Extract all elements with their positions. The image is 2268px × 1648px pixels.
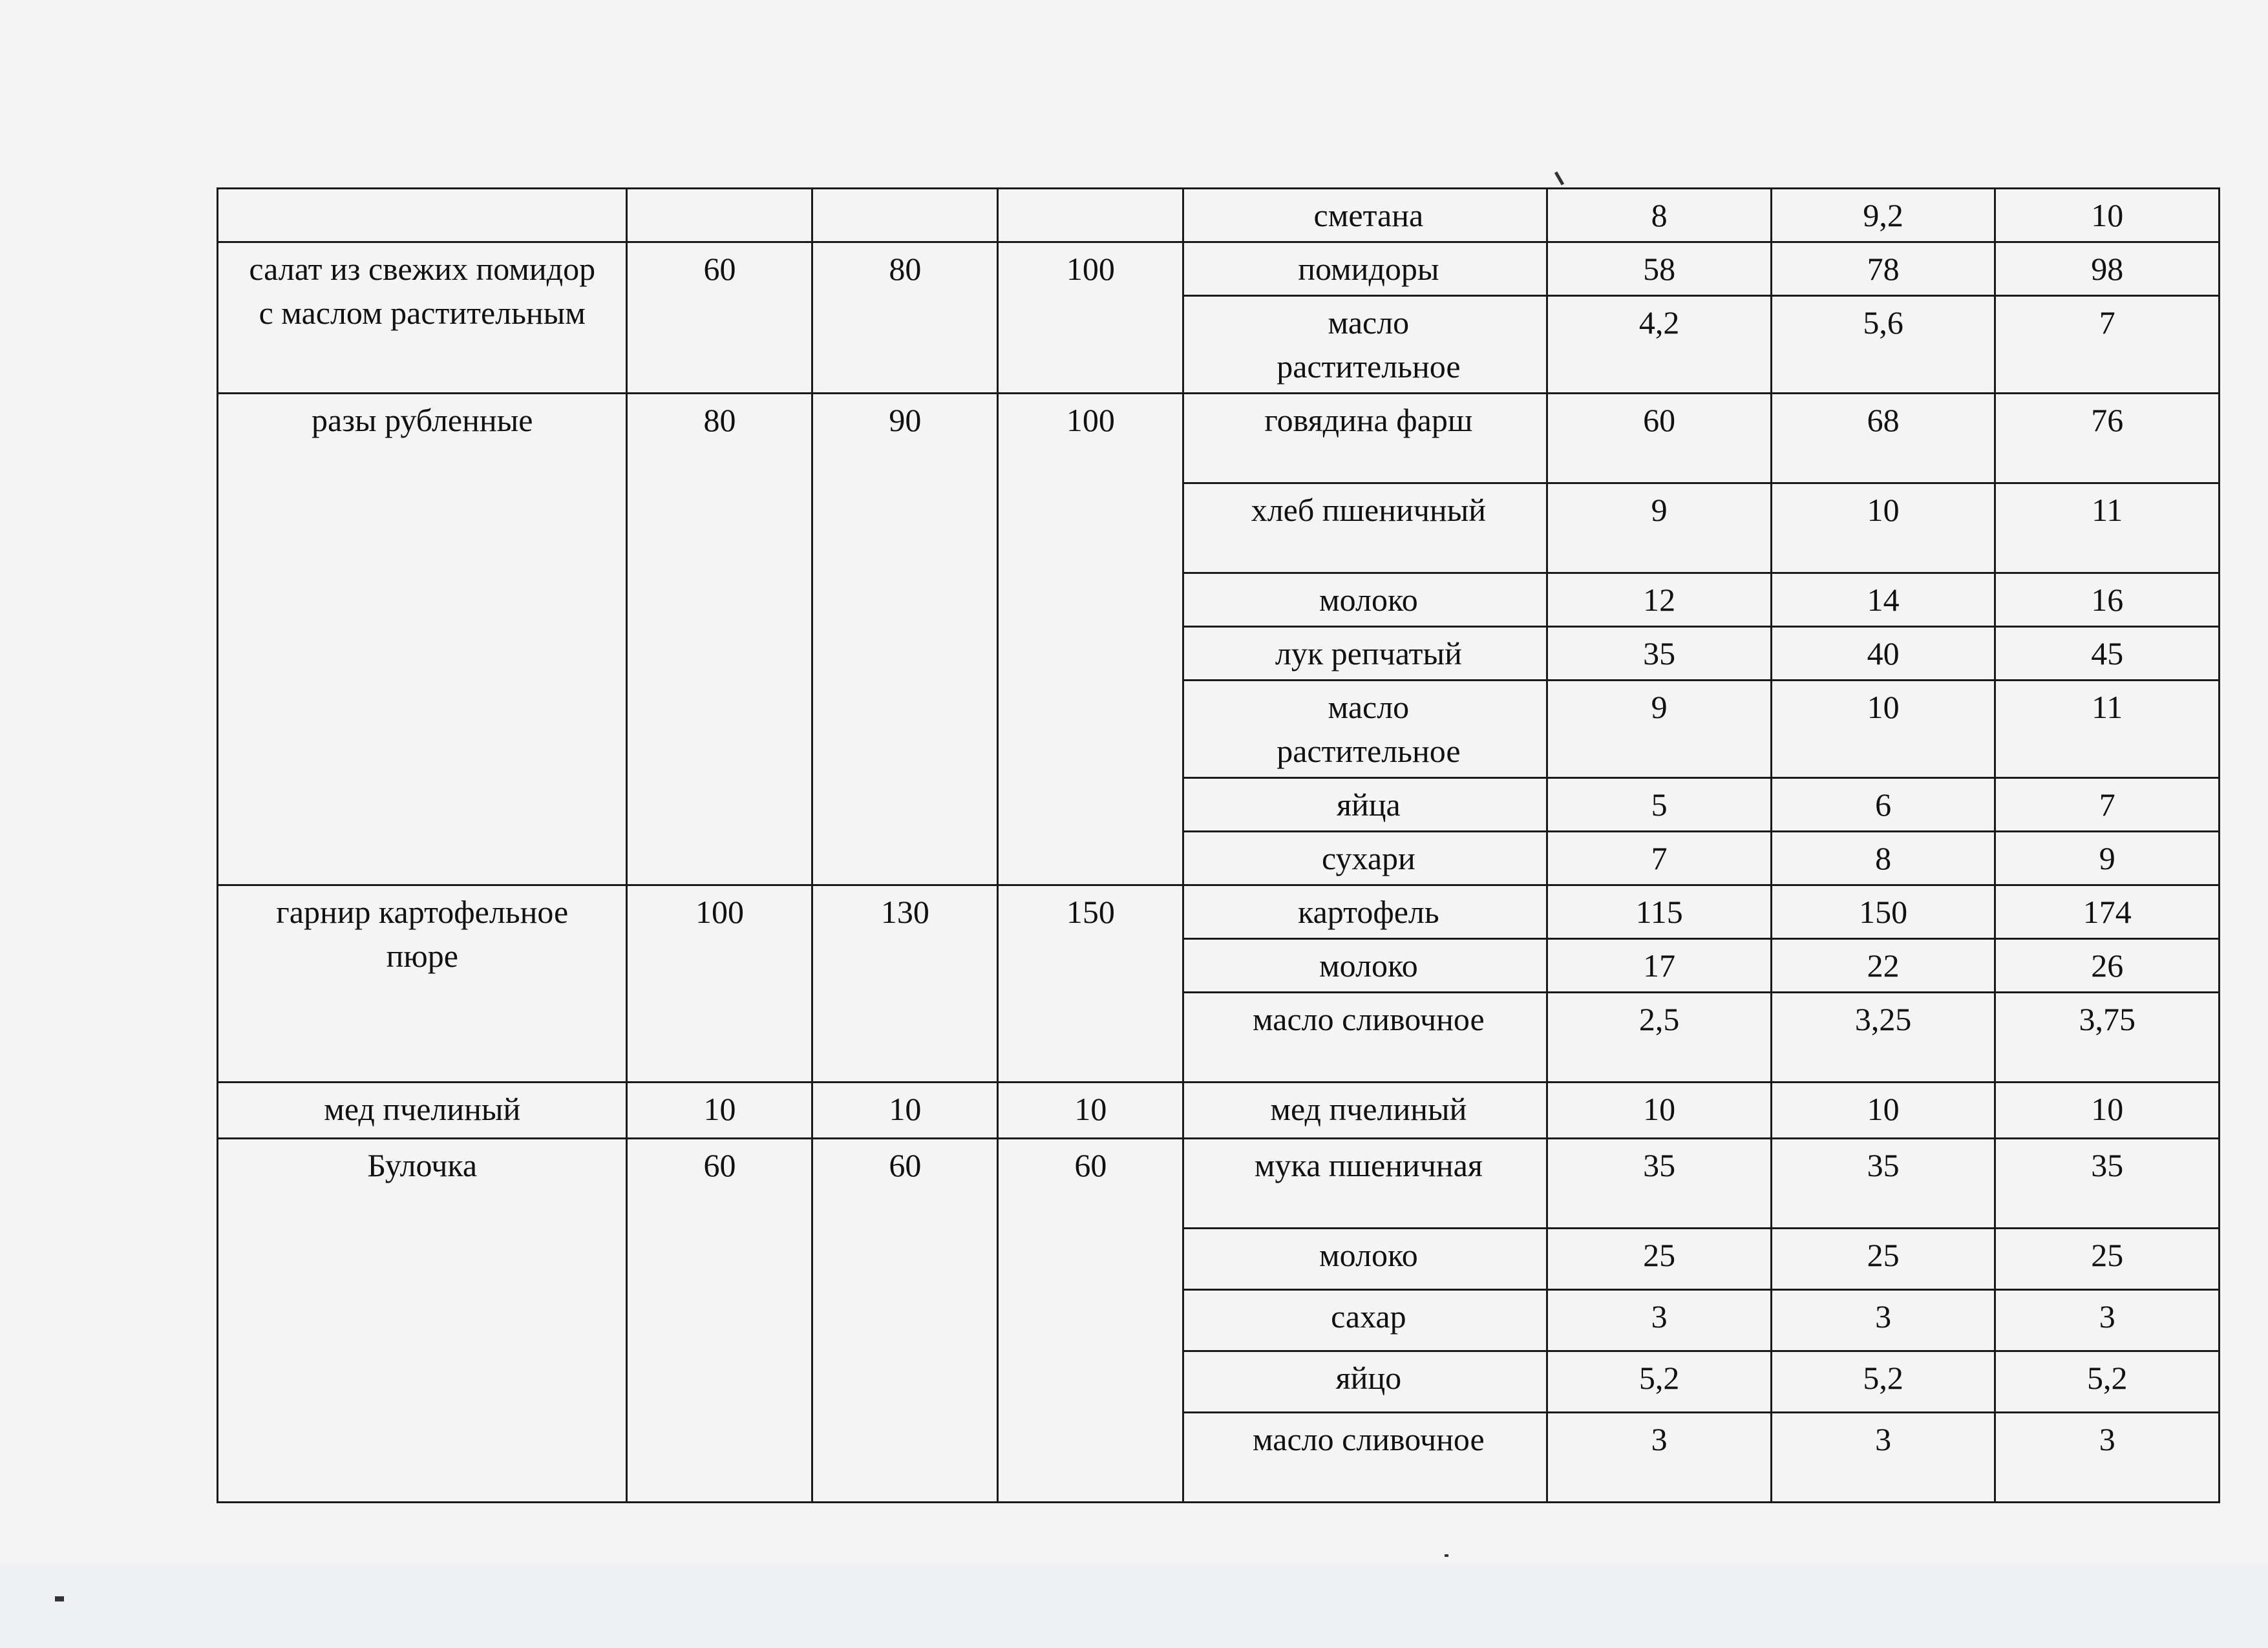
output-cell: 60	[627, 1139, 812, 1503]
ingredient-cell: масло растительное	[1183, 681, 1547, 778]
quantity-cell: 5,2	[1771, 1351, 1995, 1413]
ingredient-cell: картофель	[1183, 885, 1547, 939]
output-cell: 10	[627, 1083, 812, 1139]
output-cell: 60	[812, 1139, 998, 1503]
table-row	[218, 394, 2220, 483]
quantity-cell: 174	[1995, 885, 2220, 939]
output-cell: 130	[812, 885, 998, 1083]
output-cell	[812, 189, 998, 242]
quantity-cell: 4,2	[1547, 296, 1772, 394]
ingredient-cell: масло сливочное	[1183, 1413, 1547, 1503]
ingredient-cell: хлеб пшеничный	[1183, 483, 1547, 573]
quantity-cell: 58	[1547, 242, 1772, 296]
quantity-cell: 14	[1771, 573, 1995, 627]
dish-name-cell	[218, 189, 627, 242]
dish-name-cell: мед пчелиный	[218, 1083, 627, 1139]
quantity-cell: 12	[1547, 573, 1772, 627]
dish-name-cell: Булочка	[218, 1139, 627, 1503]
output-cell: 80	[627, 394, 812, 885]
ingredient-cell: яйца	[1183, 778, 1547, 832]
quantity-cell: 5	[1547, 778, 1772, 832]
output-cell: 80	[812, 242, 998, 394]
output-cell: 60	[998, 1139, 1183, 1503]
ingredient-cell: помидоры	[1183, 242, 1547, 296]
quantity-cell: 3,75	[1995, 993, 2220, 1083]
quantity-cell: 25	[1547, 1229, 1772, 1290]
output-cell	[627, 189, 812, 242]
scan-speck	[1445, 1554, 1448, 1557]
ingredient-cell: масло растительное	[1183, 296, 1547, 394]
quantity-cell: 35	[1771, 1139, 1995, 1229]
table-row	[218, 1139, 2220, 1229]
quantity-cell: 3,25	[1771, 993, 1995, 1083]
quantity-cell: 45	[1995, 627, 2220, 681]
scan-speck	[55, 1596, 64, 1601]
quantity-cell: 5,6	[1771, 296, 1995, 394]
output-cell: 10	[998, 1083, 1183, 1139]
quantity-cell: 6	[1771, 778, 1995, 832]
quantity-cell: 11	[1995, 681, 2220, 778]
quantity-cell: 9	[1547, 681, 1772, 778]
ingredient-cell: молоко	[1183, 939, 1547, 993]
output-cell	[998, 189, 1183, 242]
quantity-cell: 3	[1547, 1413, 1772, 1503]
ingredient-cell: молоко	[1183, 1229, 1547, 1290]
quantity-cell: 60	[1547, 394, 1772, 483]
ingredient-cell: масло сливочное	[1183, 993, 1547, 1083]
ingredient-cell: сахар	[1183, 1290, 1547, 1351]
quantity-cell: 26	[1995, 939, 2220, 993]
quantity-cell: 11	[1995, 483, 2220, 573]
quantity-cell: 9	[1995, 832, 2220, 885]
quantity-cell: 10	[1771, 1083, 1995, 1139]
quantity-cell: 35	[1995, 1139, 2220, 1229]
dish-name-cell: разы рубленные	[218, 394, 627, 885]
quantity-cell: 22	[1771, 939, 1995, 993]
dish-name-cell: салат из свежих помидор с маслом растительным	[218, 242, 627, 394]
output-cell: 100	[998, 394, 1183, 885]
quantity-cell: 5,2	[1995, 1351, 2220, 1413]
ingredient-cell: сухари	[1183, 832, 1547, 885]
quantity-cell: 115	[1547, 885, 1772, 939]
scan-speck	[1554, 171, 1564, 185]
output-cell: 60	[627, 242, 812, 394]
quantity-cell: 17	[1547, 939, 1772, 993]
quantity-cell: 35	[1547, 627, 1772, 681]
output-cell: 150	[998, 885, 1183, 1083]
ingredient-cell: молоко	[1183, 573, 1547, 627]
table-row	[218, 242, 2220, 296]
quantity-cell: 16	[1995, 573, 2220, 627]
quantity-cell: 150	[1771, 885, 1995, 939]
quantity-cell: 8	[1771, 832, 1995, 885]
quantity-cell: 68	[1771, 394, 1995, 483]
quantity-cell: 8	[1547, 189, 1772, 242]
quantity-cell: 98	[1995, 242, 2220, 296]
output-cell: 10	[812, 1083, 998, 1139]
quantity-cell: 40	[1771, 627, 1995, 681]
quantity-cell: 7	[1995, 296, 2220, 394]
quantity-cell: 3	[1547, 1290, 1772, 1351]
table-row	[218, 1083, 2220, 1139]
quantity-cell: 10	[1547, 1083, 1772, 1139]
quantity-cell: 9	[1547, 483, 1772, 573]
quantity-cell: 7	[1995, 778, 2220, 832]
quantity-cell: 10	[1995, 189, 2220, 242]
output-cell: 90	[812, 394, 998, 885]
quantity-cell: 76	[1995, 394, 2220, 483]
ingredient-cell: сметана	[1183, 189, 1547, 242]
dish-name-cell: гарнир картофельное пюре	[218, 885, 627, 1083]
quantity-cell: 10	[1995, 1083, 2220, 1139]
quantity-cell: 3	[1995, 1290, 2220, 1351]
ingredient-cell: лук репчатый	[1183, 627, 1547, 681]
quantity-cell: 3	[1995, 1413, 2220, 1503]
quantity-cell: 3	[1771, 1290, 1995, 1351]
table-row	[218, 885, 2220, 939]
output-cell: 100	[627, 885, 812, 1083]
quantity-cell: 5,2	[1547, 1351, 1772, 1413]
ingredient-cell: яйцо	[1183, 1351, 1547, 1413]
quantity-cell: 10	[1771, 483, 1995, 573]
quantity-cell: 35	[1547, 1139, 1772, 1229]
quantity-cell: 9,2	[1771, 189, 1995, 242]
quantity-cell: 78	[1771, 242, 1995, 296]
table-row	[218, 189, 2220, 242]
output-cell: 100	[998, 242, 1183, 394]
quantity-cell: 3	[1771, 1413, 1995, 1503]
quantity-cell: 2,5	[1547, 993, 1772, 1083]
quantity-cell: 7	[1547, 832, 1772, 885]
quantity-cell: 25	[1995, 1229, 2220, 1290]
quantity-cell: 25	[1771, 1229, 1995, 1290]
ingredient-cell: говядина фарш	[1183, 394, 1547, 483]
ingredient-cell: мед пчелиный	[1183, 1083, 1547, 1139]
ingredient-cell: мука пшеничная	[1183, 1139, 1547, 1229]
scan-background-band	[0, 1564, 2268, 1648]
menu-layout-table	[217, 187, 2220, 1503]
quantity-cell: 10	[1771, 681, 1995, 778]
